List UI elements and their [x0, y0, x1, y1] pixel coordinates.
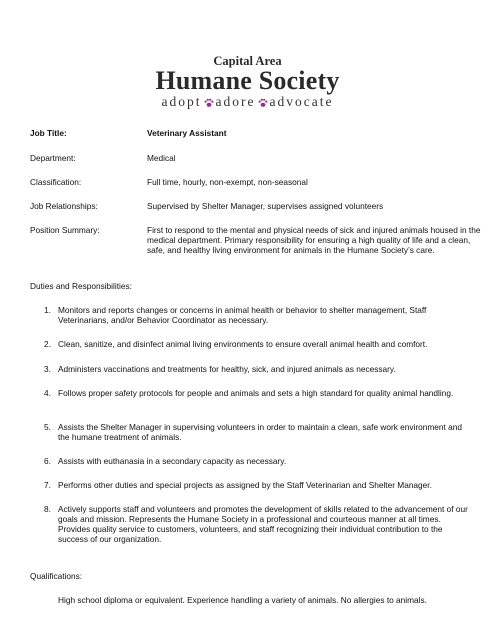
duty-text: Administers vaccinations and treatments for healthy, sick, and injured animals as necessary.	[58, 364, 396, 374]
logo-main-text: Humane Society	[155, 66, 340, 95]
duty-text: Monitors and reports changes or concerns in animal health or behavior to shelter management, Staff Veterinarians, and/or Behavior Coordinator as necessary.	[58, 305, 427, 325]
tagline-word-adore: adore	[215, 94, 256, 109]
field-value: Full time, hourly, non-exempt, non-seasonal	[147, 177, 308, 187]
duty-text: Performs other duties and special projects as assigned by the Staff Veterinarian and Shelter Manager.	[58, 480, 432, 490]
field-value: Supervised by Shelter Manager, supervises assigned volunteers	[147, 201, 384, 211]
field-label: Department:	[30, 153, 76, 163]
duty-number: 7.	[44, 480, 51, 490]
duty-number: 6.	[44, 456, 51, 466]
duty-number: 3.	[44, 364, 51, 374]
duty-number: 8.	[44, 504, 51, 514]
duty-number: 1.	[44, 305, 51, 315]
duties-heading: Duties and Responsibilities:	[30, 281, 132, 291]
field-label: Classification:	[30, 177, 82, 187]
field-value: First to respond to the mental and physical needs of sick and injured animals housed in the medical department. Primary responsibility for ensuring a high quality of life and a clean, safe, and healthy living environment for animals in the Humane Society’s care.	[147, 225, 481, 255]
organization-logo	[0, 54, 495, 109]
field-label: Job Relationships:	[30, 201, 98, 211]
tagline-word-advocate: advocate	[269, 94, 334, 109]
duty-number: 4.	[44, 388, 51, 398]
duty-number: 2.	[44, 339, 51, 349]
logo-tagline	[0, 94, 495, 109]
field-value: Veterinary Assistant	[147, 128, 227, 138]
duty-text: Clean, sanitize, and disinfect animal living environments to ensure overall animal health and comfort.	[58, 339, 428, 349]
logo-top-text: Capital Area	[213, 54, 282, 68]
qualifications-text: High school diploma or equivalent. Experience handling a variety of animals. No allergies to animals.	[58, 595, 427, 605]
field-label: Position Summary:	[30, 225, 100, 235]
duty-number: 5.	[44, 422, 51, 432]
field-value: Medical	[147, 153, 176, 163]
duty-text: Assists the Shelter Manager in supervising volunteers in order to maintain a clean, safe work environment and the humane treatment of animals.	[58, 422, 462, 442]
paw-print-icon	[204, 98, 214, 108]
tagline-word-adopt: adopt	[161, 94, 202, 109]
paw-print-icon	[258, 98, 268, 108]
duty-text: Assists with euthanasia in a secondary capacity as necessary.	[58, 456, 287, 466]
qualifications-heading: Qualifications:	[30, 571, 83, 581]
duty-text: Follows proper safety protocols for people and animals and sets a high standard for quality animal handling.	[58, 388, 454, 398]
duty-text: Actively supports staff and volunteers and promotes the development of skills related to the advancement of our goals and mission. Represents the Humane Society in a professional and courteous manner at all times. Provides quality service to customers, volunteers, and staff recognizing their individual contribution to the success of our organization.	[58, 504, 468, 544]
field-label: Job Title:	[30, 128, 67, 138]
